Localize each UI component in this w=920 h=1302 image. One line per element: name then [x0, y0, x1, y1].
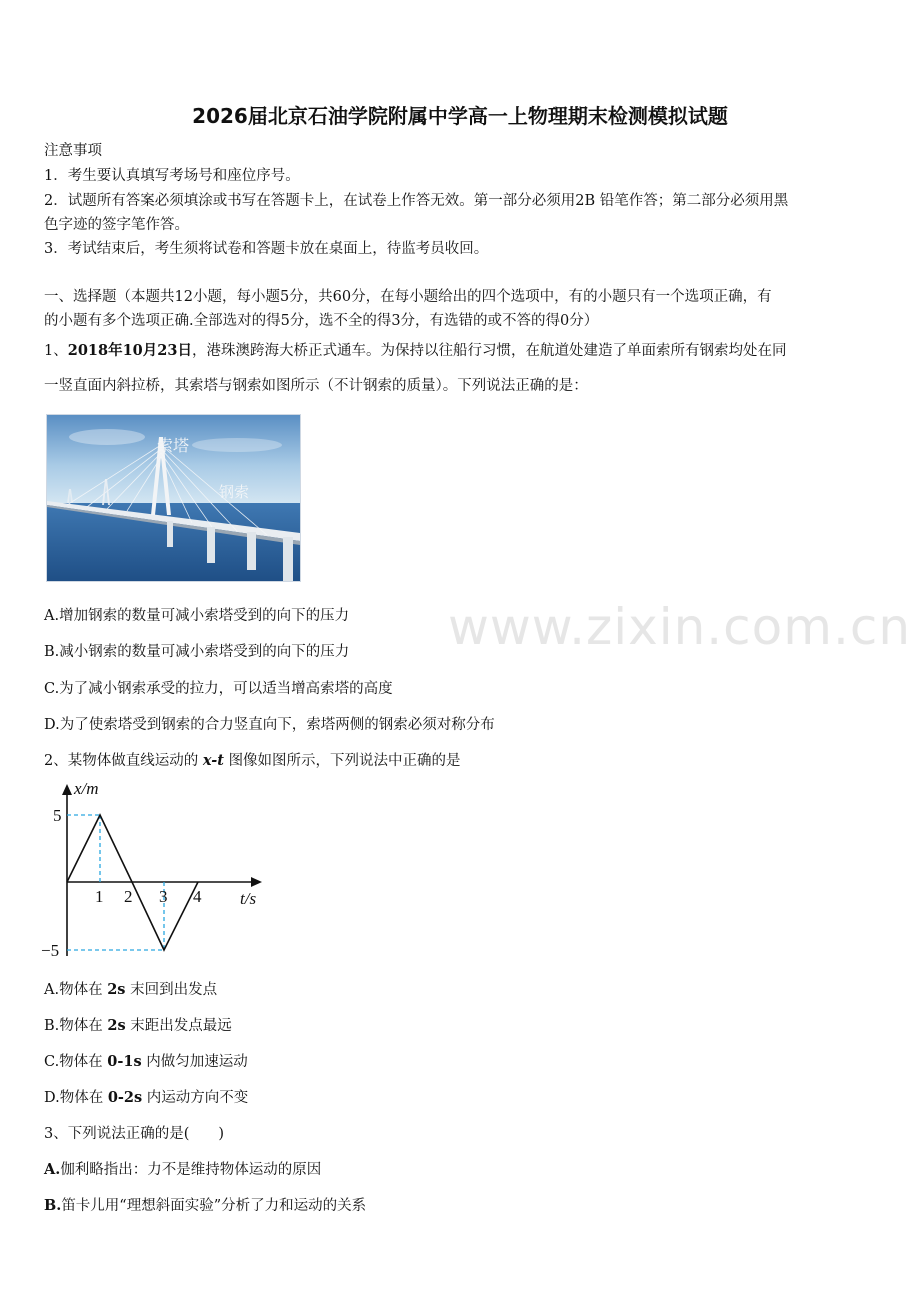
- x-tick-3: 3: [159, 887, 168, 906]
- option-c: C.为了减小钢索承受的拉力，可以适当增高索塔的高度: [44, 681, 393, 697]
- question-3-stem: 3、下列说法正确的是( ): [44, 1126, 225, 1142]
- notice-item: 3．考试结束后，考生须将试卷和答题卡放在桌面上，待监考员收回。: [44, 241, 489, 257]
- option-b: B.笛卡儿用“理想斜面实验”分析了力和运动的关系: [44, 1197, 367, 1214]
- option-b: B.减小钢索的数量可减小索塔受到的向下的压力: [44, 644, 350, 660]
- x-tick-2: 2: [124, 887, 133, 906]
- bridge-photo: [46, 414, 301, 582]
- question-number: 2、: [44, 753, 68, 769]
- section-heading-line: 一、选择题（本题共12小题，每小题5分，共60分，在每小题给出的四个选项中，有的小题只有一个选项正确，有: [44, 289, 772, 305]
- option-d: D.物体在 0-2s 内运动方向不变: [44, 1089, 249, 1106]
- watermark: www.zixin.com.cn: [448, 598, 912, 656]
- cable-label: 钢索: [219, 483, 250, 501]
- y-axis-arrow: [62, 784, 72, 795]
- option-b: B.物体在 2s 末距出发点最远: [44, 1017, 232, 1034]
- x-axis-label: t/s: [240, 889, 257, 908]
- y-tick-5: 5: [53, 806, 62, 825]
- variable-label: x-t: [202, 752, 224, 769]
- question-number: 1、: [44, 343, 68, 359]
- y-tick-neg5: −5: [41, 941, 60, 960]
- tower-label: 索塔: [157, 436, 190, 455]
- notice-heading: 注意事项: [44, 143, 102, 159]
- question-2-stem: [44, 749, 461, 770]
- x-tick-4: 4: [193, 887, 202, 906]
- notice-item: 2．试题所有答案必须填涂或书写在答题卡上，在试卷上作答无效。第一部分必须用2B 铅笔作答；第二部分必须用黑: [44, 193, 789, 209]
- question-date: 2018年10月23日: [67, 342, 192, 359]
- y-axis-label: x/m: [74, 779, 99, 798]
- notice-item: 1．考生要认真填写考场号和座位序号。: [44, 168, 300, 184]
- section-heading-line: 的小题有多个选项正确.全部选对的得5分，选不全的得3分，有选错的或不答的得0分）: [44, 313, 599, 329]
- question-1-stem-cont: 一竖直面内斜拉桥，其索塔与钢索如图所示（不计钢索的质量）。下列说法正确的是：: [44, 378, 588, 394]
- x-axis-arrow: [251, 877, 262, 887]
- xt-graph: [40, 778, 270, 968]
- question-text: 某物体做直线运动的: [67, 753, 199, 769]
- x-tick-1: 1: [95, 887, 104, 906]
- page-title: 2026届北京石油学院附属中学高一上物理期末检测模拟试题: [192, 104, 728, 128]
- notice-item: 色字迹的签字笔作答。: [44, 217, 189, 233]
- option-d: D.为了使索塔受到钢索的合力竖直向下，索塔两侧的钢索必须对称分布: [44, 717, 495, 733]
- option-a: A.伽利略指出：力不是维持物体运动的原因: [44, 1161, 322, 1178]
- question-1-stem: [44, 339, 786, 360]
- question-text: ，港珠澳跨海大桥正式通车。为保持以往船行习惯，在航道处建造了单面索所有钢索均处在同: [191, 343, 787, 359]
- option-c: C.物体在 0-1s 内做匀加速运动: [44, 1053, 248, 1070]
- option-a: A.增加钢索的数量可减小索塔受到的向下的压力: [44, 608, 350, 624]
- question-text: 图像如图所示，下列说法中正确的是: [228, 753, 461, 769]
- option-a: A.物体在 2s 末回到出发点: [44, 981, 218, 998]
